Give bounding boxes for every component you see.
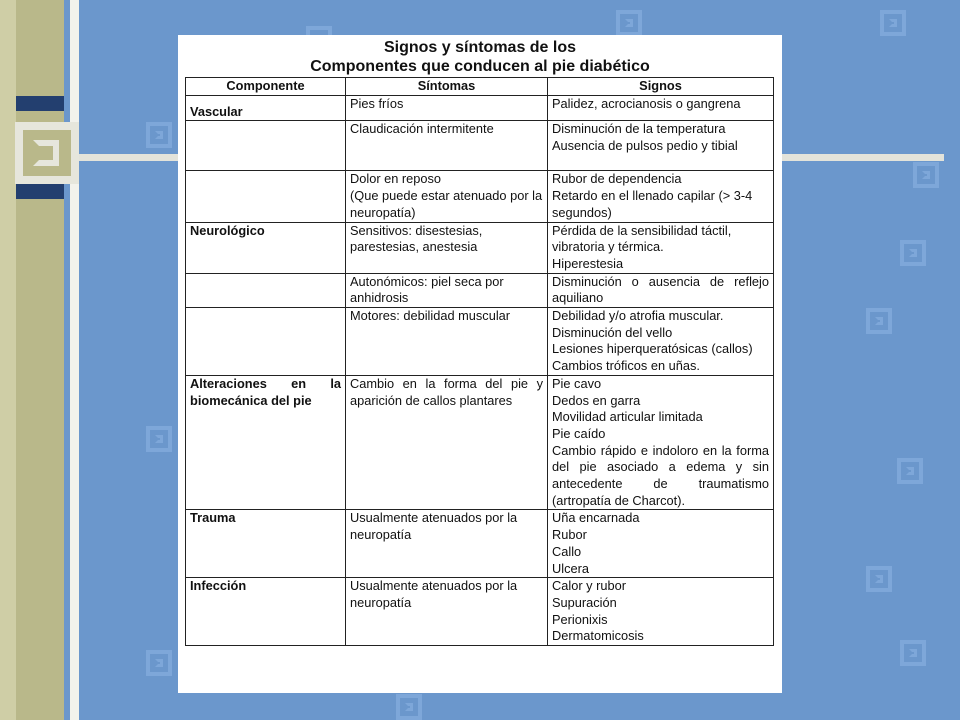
table-row [186,222,774,273]
table-row [186,95,774,121]
greek-key-pattern-icon [146,426,172,452]
vertical-white-strip [70,0,79,720]
greek-key-pattern-icon [900,640,926,666]
document-title [178,38,782,76]
table-row [186,171,774,222]
symptoms-cell: Sensitivos: disestesias, parestesias, anestesia [346,222,548,273]
table-row [186,121,774,171]
greek-key-pattern-icon [897,458,923,484]
title-line-1: Signos y síntomas de los [383,39,577,56]
signs-cell: Uña encarnada Rubor Callo Ulcera [548,510,774,578]
signs-cell: Palidez, acrocianosis o gangrena [548,95,774,121]
signs-cell: Pie cavo Dedos en garra Movilidad articular limitada Pie caído Cambio rápido e indoloro en la forma del pie asociado a edema y sin antecedente de traumatismo (artropatía de Charcot). [548,375,774,510]
greek-key-pattern-icon [913,162,939,188]
component-cell [186,121,346,171]
title-line-2: Componentes que conducen al pie diabético [310,58,650,75]
greek-key-pattern-icon [396,694,422,720]
table-row [186,273,774,307]
symptoms-cell: Claudicación intermitente [346,121,548,171]
component-cell: Trauma [186,510,346,578]
component-cell: Infección [186,578,346,646]
greek-key-pattern-icon [866,566,892,592]
table-row [186,375,774,510]
signs-cell: Calor y rubor Supuración Perionixis Dermatomicosis [548,578,774,646]
signs-symptoms-table [185,77,774,646]
signs-cell: Disminución o ausencia de reflejo aquiliano [548,273,774,307]
symptoms-cell: Cambio en la forma del pie y aparición de callos plantares [346,375,548,510]
navy-accent-bar [16,96,64,111]
signs-cell: Rubor de dependencia Retardo en el llenado capilar (> 3-4 segundos) [548,171,774,222]
table-row [186,308,774,376]
symptoms-cell: Pies fríos [346,95,548,121]
symptoms-cell: Motores: debilidad muscular [346,308,548,376]
component-cell [186,308,346,376]
component-cell: Neurológico [186,222,346,273]
column-header-componente: Componente [186,78,346,96]
greek-key-pattern-icon [146,650,172,676]
component-cell [186,171,346,222]
greek-key-pattern-icon [616,10,642,36]
navy-accent-bar [16,184,64,199]
symptoms-cell: Usualmente atenuados por la neuropatía [346,578,548,646]
greek-key-pattern-icon [146,122,172,148]
column-header-signos: Signos [548,78,774,96]
table-row [186,578,774,646]
left-light-band [0,0,16,720]
greek-key-pattern-icon [880,10,906,36]
symptoms-cell: Usualmente atenuados por la neuropatía [346,510,548,578]
symptoms-cell: Dolor en reposo (Que puede estar atenuado por la neuropatía) [346,171,548,222]
signs-cell: Disminución de la temperatura Ausencia de pulsos pedio y tibial [548,121,774,171]
greek-key-pattern-icon [866,308,892,334]
component-cell: Alteraciones en la biomecánica del pie [186,375,346,510]
document-panel [178,35,782,693]
component-cell [186,273,346,307]
symptoms-cell: Autonómicos: piel seca por anhidrosis [346,273,548,307]
greek-key-pattern-icon [900,240,926,266]
table-row [186,510,774,578]
signs-cell: Pérdida de la sensibilidad táctil, vibratoria y térmica. Hiperestesia [548,222,774,273]
signs-cell: Debilidad y/o atrofia muscular. Disminución del vello Lesiones hiperqueratósicas (callos) Cambios tróficos en uñas. [548,308,774,376]
column-header-sintomas: Síntomas [346,78,548,96]
table-header-row [186,78,774,96]
component-cell: Vascular [186,95,346,121]
greek-key-logo [15,122,79,184]
